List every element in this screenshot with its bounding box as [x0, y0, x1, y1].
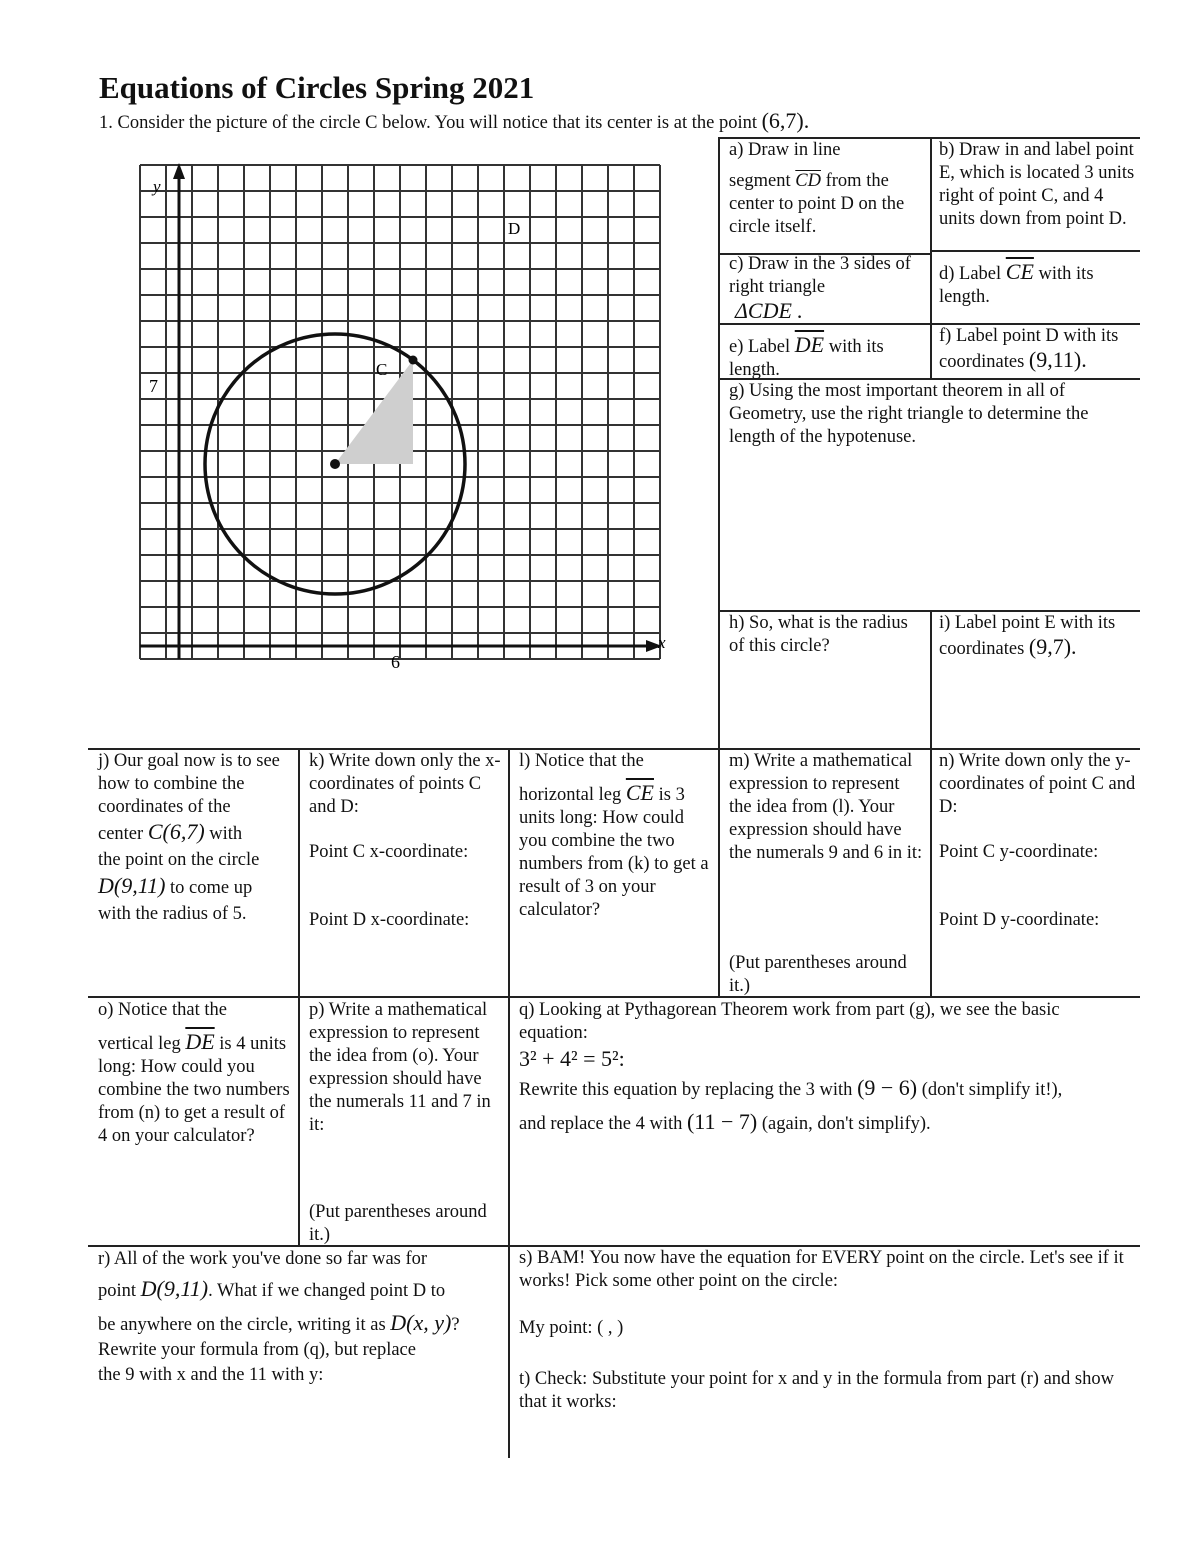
- part-j-line4: [98, 873, 294, 901]
- expr-11-7: (11 − 7): [686, 1109, 758, 1134]
- point-d-math: D(9,11): [98, 873, 166, 898]
- part-j-line2: [98, 819, 294, 847]
- part-m-text: m) Write a mathematical expression to represent the idea from (l). Your expression should have the numerals 9 and 6 in it:: [729, 751, 923, 863]
- part-r-line3-post: ?: [451, 1315, 460, 1335]
- segment-ce: $\overline{CE}$: [1005, 259, 1034, 284]
- part-n: [939, 750, 1137, 932]
- part-g-text: g) Using the most important theorem in all of Geometry, use the right triangle to determine the length of the hypotenuse.: [729, 381, 1089, 447]
- part-o-post: is 4 units long: How could you combine the two numbers from (n) to get a result of 4 on your calculator?: [98, 1034, 290, 1146]
- center-c-coords: C(6,7): [147, 819, 205, 844]
- part-d: [939, 260, 1137, 309]
- part-a-line3: center to point D on the: [729, 194, 905, 214]
- part-j-line1: j) Our goal now is to see how to combine the coordinates of the: [98, 751, 280, 817]
- part-e-post: with its length.: [729, 337, 884, 380]
- part-q: [519, 999, 1131, 1136]
- part-i: [939, 612, 1137, 661]
- point-e-coords: (9,7).: [1028, 634, 1077, 659]
- part-d-pre: d) Label: [939, 264, 1006, 284]
- part-q-line3-pre: Rewrite this equation by replacing the 3 with: [519, 1080, 858, 1100]
- expr-9-6: (9 − 6): [857, 1075, 918, 1100]
- rule: [508, 748, 510, 1458]
- part-c-text: c) Draw in the 3 sides of right triangle: [729, 254, 911, 297]
- part-f-pre: f) Label point D with its coordinates: [939, 326, 1119, 372]
- part-a-line4: circle itself.: [729, 217, 817, 237]
- part-r-line1: r) All of the work you've done so far was for: [98, 1249, 428, 1269]
- part-j-line3: the point on the circle: [98, 850, 260, 870]
- center-point-dot: [330, 459, 340, 469]
- center-point: (6,7).: [761, 108, 810, 133]
- intro-text: [99, 108, 809, 134]
- segment-de-o: $\overline{DE}$: [185, 1029, 215, 1054]
- point-d-coords: (9,11).: [1028, 347, 1087, 372]
- part-p-note: (Put parentheses around it.): [309, 1202, 487, 1245]
- part-j-line2-post: with: [204, 824, 243, 844]
- part-d-text: [939, 260, 1137, 309]
- point-d-r: D(9,11): [140, 1276, 209, 1301]
- rule: [88, 996, 1140, 998]
- x-tick-label: 6: [391, 652, 400, 672]
- part-k: [309, 750, 505, 932]
- part-h: [729, 612, 925, 658]
- part-q-line3-post: (don't simplify it!),: [917, 1080, 1063, 1100]
- part-q-line4: [519, 1110, 1131, 1136]
- rule: [718, 137, 720, 997]
- part-a-post: from the: [820, 171, 889, 191]
- part-a-line1: a) Draw in line: [729, 140, 841, 160]
- part-b-text: b) Draw in and label point E, which is located 3 units right of point C, and 4 units down from point D.: [939, 140, 1135, 229]
- part-j-line4-post: to come up: [165, 878, 253, 898]
- part-g: [729, 380, 1137, 449]
- segment-ce-l: $\overline{CE}$: [625, 780, 654, 805]
- part-o: [98, 999, 294, 1148]
- part-o-line1: o) Notice that the: [98, 1000, 227, 1020]
- pythagorean-equation: 3² + 4² = 5²:: [519, 1046, 625, 1071]
- part-e-text: [729, 333, 925, 382]
- point-d-xy: D(x, y): [390, 1310, 452, 1335]
- rule: [930, 250, 1140, 252]
- intro-sentence: 1. Consider the picture of the circle C below. You will notice that its center is at the point: [99, 113, 757, 133]
- part-s-text: s) BAM! You now have the equation for EVERY point on the circle. Let's see if it works! Pick some other point on the circle:: [519, 1248, 1124, 1291]
- part-m-note: (Put parentheses around it.): [729, 953, 907, 996]
- part-a: [729, 139, 925, 239]
- part-d-post: with its length.: [939, 264, 1094, 307]
- part-h-text: h) So, what is the radius of this circle?: [729, 613, 908, 656]
- part-i-pre: i) Label point E with its coordinates: [939, 613, 1116, 659]
- part-l-line1: l) Notice that the: [519, 751, 644, 771]
- part-i-text: [939, 612, 1137, 661]
- part-r-line5: the 9 with x and the 11 with y:: [98, 1365, 324, 1385]
- part-a-pre: segment: [729, 171, 796, 191]
- y-tick-label: 7: [149, 376, 158, 396]
- part-f-text: [939, 325, 1137, 374]
- y-axis-label: y: [153, 177, 161, 196]
- point-d-y-label: Point D y-coordinate:: [939, 910, 1100, 930]
- page-title: Equations of Circles Spring 2021: [99, 70, 535, 105]
- part-s: [519, 1247, 1131, 1340]
- part-q-line3: [519, 1076, 1131, 1102]
- segment-de: $\overline{DE}$: [794, 332, 825, 357]
- part-r-line2: [98, 1276, 504, 1304]
- part-l: [519, 750, 715, 922]
- point-d-label: D: [508, 219, 521, 238]
- part-j-line5: with the radius of 5.: [98, 904, 247, 924]
- point-c-x-label: Point C x-coordinate:: [309, 842, 469, 862]
- part-f: [939, 325, 1137, 374]
- part-p: [309, 999, 505, 1245]
- x-axis-label: x: [658, 633, 666, 652]
- point-c-y-label: Point C y-coordinate:: [939, 842, 1099, 862]
- part-l-post: is 3 units long: How could you combine the two numbers from (k) to get a result of 3 on your calculator?: [519, 785, 709, 920]
- part-a-line2: [729, 170, 925, 193]
- part-t-text: t) Check: Substitute your point for x and y in the formula from part (r) and show that it works:: [519, 1369, 1114, 1412]
- part-k-text: k) Write down only the x-coordinates of points C and D:: [309, 751, 501, 817]
- center-label: C: [376, 360, 388, 379]
- part-n-text: n) Write down only the y-coordinates of point C and D:: [939, 751, 1136, 817]
- part-l-pre: horizontal leg: [519, 785, 626, 805]
- part-t: [519, 1368, 1119, 1414]
- part-o-body: [98, 1030, 294, 1148]
- part-c: [729, 253, 925, 322]
- part-o-pre: vertical leg: [98, 1034, 186, 1054]
- part-q-line4-post: (again, don't simplify).: [757, 1114, 931, 1134]
- part-r-line4: Rewrite your formula from (q), but replace: [98, 1340, 416, 1360]
- point-d-x-label: Point D x-coordinate:: [309, 910, 470, 930]
- point-d-dot: [409, 356, 418, 365]
- triangle-cde: ΔCDE .: [735, 298, 803, 323]
- part-l-body: [519, 781, 715, 922]
- part-q-line1: q) Looking at Pythagorean Theorem work from part (g), we see the basic equation:: [519, 1000, 1060, 1043]
- part-r-line2-pre: point: [98, 1281, 141, 1301]
- part-p-text: p) Write a mathematical expression to represent the idea from (o). Your expression should have the numerals 11 and 7 in it:: [309, 1000, 491, 1135]
- part-j-line2-pre: center: [98, 824, 148, 844]
- part-e: [729, 333, 925, 382]
- part-r-line2-post: . What if we changed point D to: [208, 1281, 446, 1301]
- circle-graph: [130, 160, 690, 690]
- rule: [930, 137, 932, 379]
- part-r-line3-pre: be anywhere on the circle, writing it as: [98, 1315, 391, 1335]
- part-m: [729, 750, 925, 996]
- part-j: [98, 750, 294, 927]
- my-point-blank: My point: ( , ): [519, 1318, 624, 1338]
- rule: [930, 610, 932, 997]
- part-e-pre: e) Label: [729, 337, 795, 357]
- part-b: [939, 139, 1137, 231]
- part-q-line4-pre: and replace the 4 with: [519, 1114, 687, 1134]
- segment-cd: $\overline{CD}$: [795, 171, 821, 191]
- part-r: [98, 1247, 504, 1388]
- part-r-line3: [98, 1310, 504, 1338]
